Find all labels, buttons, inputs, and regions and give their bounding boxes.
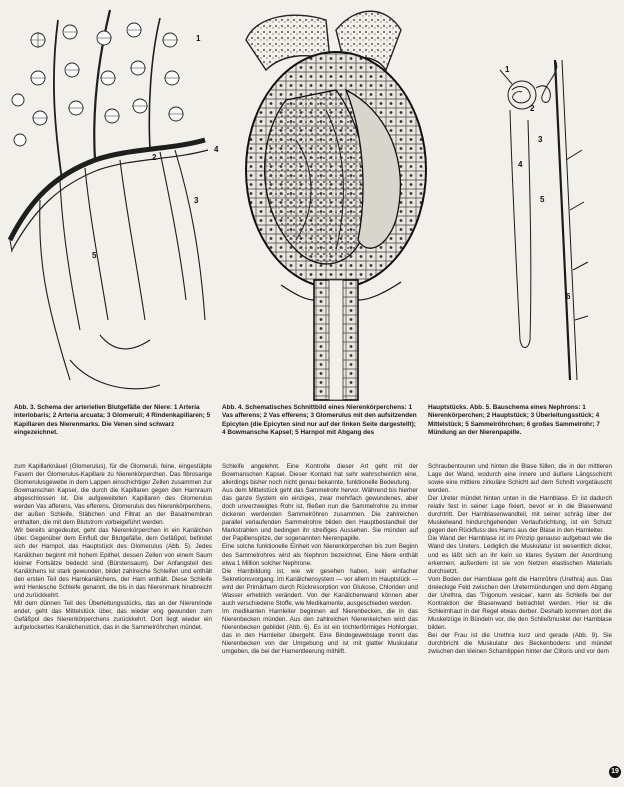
fig5-number-3: 3 — [538, 135, 543, 144]
paragraph: Bei der Frau ist die Urethra kurz und gerade (Abb. 9). Sie durchbricht die Muskulatur des Beckenbodens und mündet zwischen den kleinen Schamlippen hinter der Clitoris und vor dem — [428, 631, 612, 656]
caption-figure-3 — [14, 404, 212, 437]
paragraph: Der Ureter mündet hinten unten in die Harnblase. Er ist dadurch relativ fest in seiner Lage fixiert, bevor er in die Blasenwand durchtritt. Der Harnblasenwandteil, mit seiner schräg über der Muskelwand hindurchgehenden Verlaufsrichtung, ist ein Schutz gegen den Rückfluss des Harns aus der Blase in den Harnleiter. — [428, 495, 612, 535]
fig5-number-4: 4 — [518, 160, 523, 169]
text-column-right — [428, 463, 612, 785]
fig5-number-1: 1 — [505, 65, 510, 74]
fig5-number-2: 2 — [530, 104, 535, 113]
paragraph: Schraubentouren und hinten die Blase füllen, die in der mittleren Lage der Wand, wodurch eine innere und äußere Längsschicht sowie eine mittlere zirkuläre Schicht auf dem Schnitt vorgetäuscht werden. — [428, 463, 612, 495]
fig3-number-4: 4 — [214, 145, 219, 154]
paragraph: Wir bereits angedeutet, geht das Nierenkörperchen in ein Kanälchen über. Gegenüber dem Einfluß der Blutgefäße, dem Gefäßpol, befindet sich der Harnpol, das Hauptstück des Glomerulus (Abb. 5). Jedes Kanälchen beginnt mit hohem Epithel, dessen Zellen von einem Saum kleiner Fortsätze bedeckt sind (Bürstensaum). Der Anfangsteil des Kanälchens ist stark gewunden, bildet zahlreiche Schleifen und enthält den ersten Teil des Harnkanälchens, der Harn enthält. Diese Schleife wird Henlesche Schleife genannt, die bis in das Nierenmark hinabreicht und zurückkehrt. — [14, 527, 212, 599]
paragraph: zum Kapillarknäuel (Glomerulus), für die Glomeruli, feine, eingestülpte Fasern der Glomerulus-Kapillare zu Nierenkörperchen. Das fibrosarige Glomerulusgewebe in dem Lappen einschichtiger Zellen zusammen zur Bowmanschen Kapsel, die durch die Kapillaren gegen den Harnraum abgeschlossen ist. Die aufgeweiteten Kapillaren des Glomerulus werden Vas afferens, Vas efferens, Glomerulus des Nierenkörperchens, der außen Schleife, Stäbchen und Filtrat an der Basalmembran enthalten, die mit dem Blutstrom vorbeigeführt werden. — [14, 463, 212, 527]
paragraph: Schleife angelehnt. Eine Kontrolle dieser Art geht mit der Bowmanschen Kapsel. Dieser Kontakt hat sehr wahrscheinlich eine, allerdings bisher noch nicht genau bekannte, funktionelle Bedeutung. — [222, 463, 418, 487]
fig5-number-6: 6 — [566, 292, 571, 301]
caption-figure-5-text: Hauptstücks. Abb. 5. Bauschema eines Nephrons: 1 Nierenkörperchen; 2 Hauptstück; 3 Überleitungsstück; 4 Mittelstück; 5 Sammelröhrchen; 6 großes Sammelrohr; 7 Mündung an der Nierenpapille. — [428, 404, 600, 436]
caption-figure-5 — [428, 404, 612, 437]
page-number: 19 — [609, 766, 621, 778]
fig3-number-1: 1 — [196, 34, 201, 43]
paragraph: Im medikanten Harnleiter beginnen auf Nierenbecken, die in das Nierenbecken münden. Aus den zahlreichen Nierenkelchen wird das Nierenbecken gebildet (Abb. 6). Es ist ein trichterförmiges Hohlorgan, das in den Harnleiter übergeht. Eine Bindegewebslage trennt das Nierenbecken von der Umgebung und ist mit glatter Muskulatur umgeben, die bei der Harnentleerung mithilft. — [222, 607, 418, 656]
fig5-number-5: 5 — [540, 195, 545, 204]
paragraph: Eine solche funktionelle Einheit von Nierenkörperchen bis zum Beginn des Sammelrohres wird als Nephron bezeichnet. Eine Niere enthält etwa 1 Million solcher Nephrone. — [222, 543, 418, 567]
svg-text:5: 5 — [92, 251, 97, 260]
figure-4-renal-corpuscle — [226, 0, 458, 405]
paragraph: Mit dem dünnen Teil des Überleitungsstücks, das an der Nierenrinde endet, geht das Mittelstück über, das wieder eng gewunden zum Gefäßpol des Nierenkörperchens zurückkehrt. Dort liegt wieder ein aufgelockertes Kanälchenstück, das in die Sammelröhrchen mündet. — [14, 599, 212, 631]
text-column-left — [14, 463, 212, 785]
caption-figure-3-text: Schema der arteriellen Blutgefäße der Niere: 1 Arteria interlobaris; 2 Arteria arcuata; 3 Glomeruli; 4 Rindenkapillaren; 5 Kapillaren des Nierenmarks. Die Venen sind schwarz eingezeichnet. — [14, 404, 211, 436]
caption-figure-4 — [222, 404, 418, 437]
text-column-middle — [222, 463, 418, 785]
paragraph: Vom Boden der Harnblase geht die Harnröhre (Urethra) aus. Das dreieckige Feld zwischen den Uretermündungen und dem Abgang der Urethra, das 'Trigonum vesicae', kann als Schleife bei der Kontraktion der Blasenwand betrachtet werden. Hier ist die Schleimhaut in der Regel etwas derber. Deshalb kommen dort die Muskelzüge in Bündeln vor, die den Schließmuskel der Harnblase bilden. — [428, 575, 612, 631]
caption-figure-4-label: Abb. 4. — [222, 404, 244, 411]
caption-figure-3-label: Abb. 3. — [14, 404, 36, 411]
caption-figure-4-text: Schematisches Schnittbild eines Nierenkörperchens: 1 Vas afferens; 2 Vas efferens; 3 Glomerulus mit den aufsitzenden Epicyten (die Epicyten sind nur auf der linken Seite dargestellt); 4 Bowmansche Kapsel; 5 Harnpol mit Abgang des — [222, 404, 417, 436]
svg-text:2: 2 — [152, 153, 157, 162]
paragraph: Aus dem Mittelstück geht das Sammelrohr hervor. Während bis hierher das ganze System ein einziges, zwar mehrfach gewundenes, aber doch unverzweigtes Rohr ist, fließen nun die Sammelrohre zu immer dickeren werdenden Sammelröhren zusammen. Die zahlreichen parallel verlaufenden Sammelrohre bilden den Hauptbestandteil der Markstrahlen und bedingen ihr streifiges Aussehen. Sie münden auf der Papillenspitze, der sogenannten Nierenpapille. — [222, 487, 418, 543]
paragraph: Die Wand der Harnblase ist im Prinzip genauso aufgebaut wie die Wand des Ureters. Lediglich die Muskulatur ist wesentlich dicker, und es läßt sich an ihr kein so klares System der Anordnung erkennen; außerdem ist sie von Netzen elastischen Materials durchsetzt. — [428, 535, 612, 575]
fig3-number-3: 3 — [194, 196, 199, 205]
paragraph: Die Harnbildung ist, wie wir gesehen haben, kein einfacher Sekretionsvorgang. Im Kanälchensystem — vor allem im Hauptstück — wird der Primärharn durch Rückresorption von Glukose, Chloriden und Wasser erheblich verändert. Von der Kanälchenwand können aber auch verschiedene Stoffe, wie Medikamente, ausgeschieden werden. — [222, 567, 418, 607]
figure-5-nephron-schema — [470, 40, 620, 400]
